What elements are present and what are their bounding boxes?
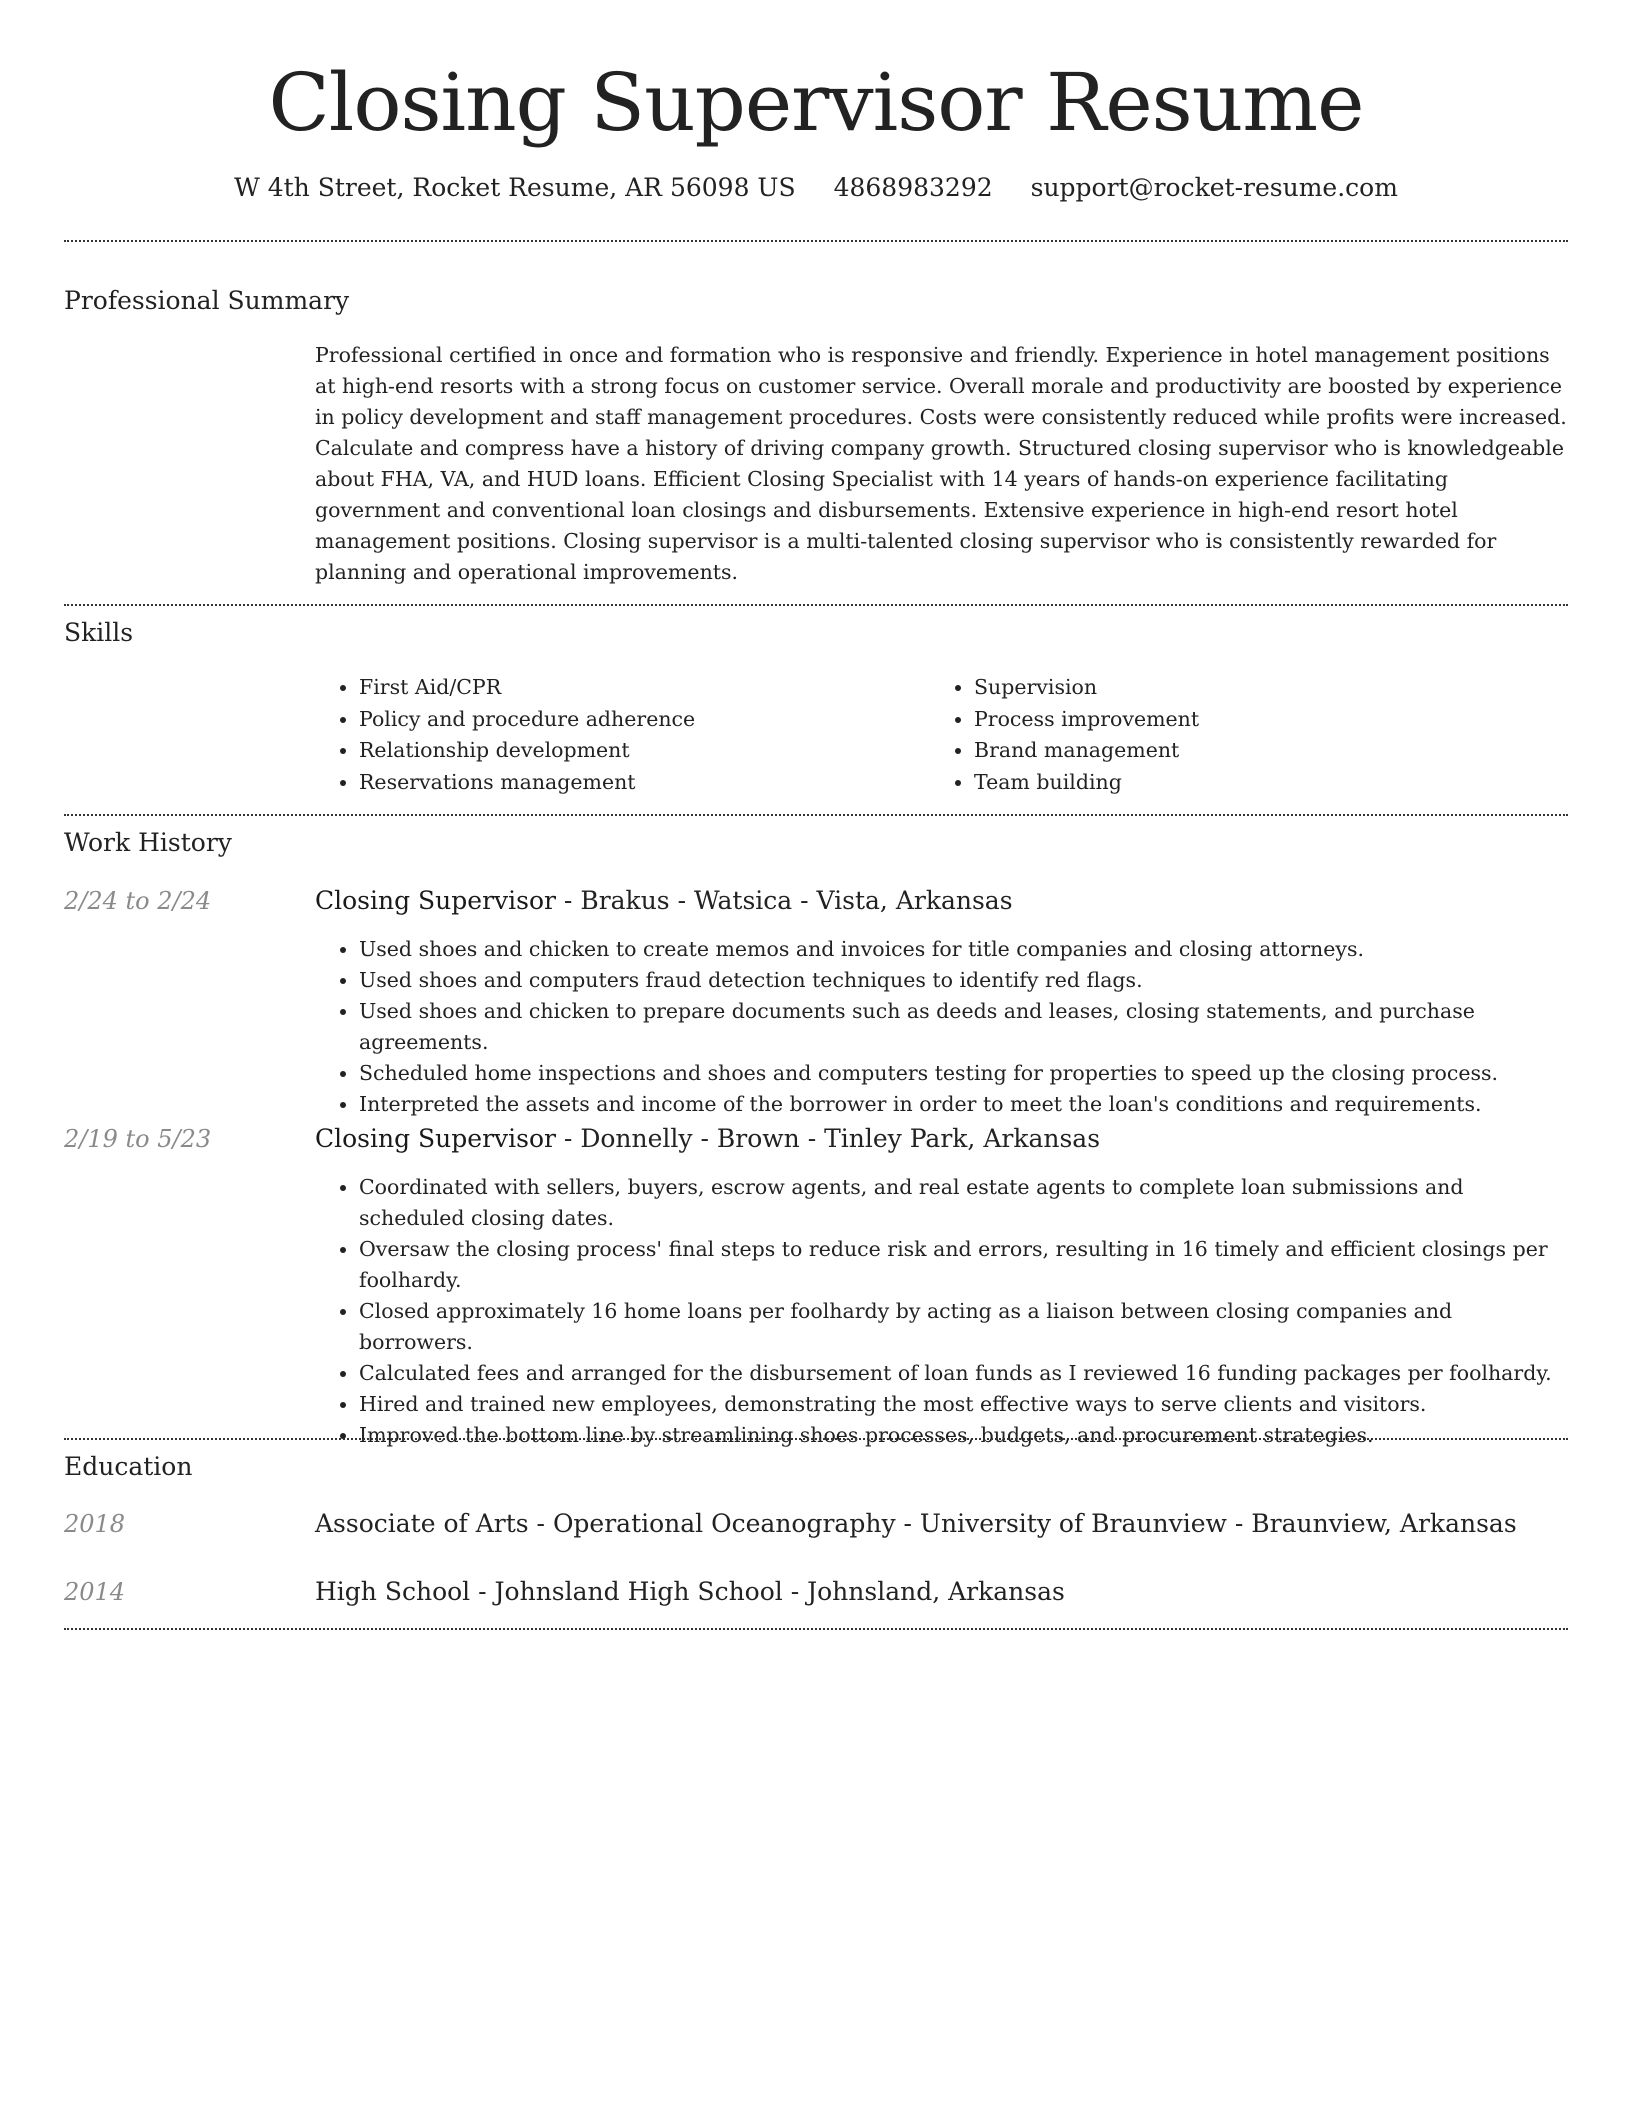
job-bullet: • Used shoes and chicken to create memos and invoices for title companies and closing attorneys. [359, 934, 1568, 965]
job-location: Vista, Arkansas [816, 886, 1013, 915]
job-dates: 2/24 to 2/24 [64, 887, 212, 915]
skill-item: • Process improvement [974, 704, 1574, 736]
job-bullet: • Improved the bottom line by streamlining shoes processes, budgets, and procurement strategies. [359, 1420, 1568, 1451]
skill-item: • Team building [974, 767, 1574, 799]
job-bullet: • Scheduled home inspections and shoes and computers testing for properties to speed up the closing process. [359, 1058, 1568, 1089]
skill-item: • Reservations management [359, 767, 929, 799]
education-field: Operational Oceanography [552, 1509, 896, 1538]
education-school: Johnsland High School [494, 1577, 783, 1606]
job-company: Donnelly - Brown [580, 1124, 800, 1153]
education-year: 2018 [64, 1510, 126, 1538]
divider [64, 604, 1568, 606]
education-degree: Associate of Arts [315, 1509, 529, 1538]
job-location: Tinley Park, Arkansas [824, 1124, 1101, 1153]
job-company: Brakus - Watsica [580, 886, 793, 915]
education-location: Johnsland, Arkansas [807, 1577, 1065, 1606]
education-degree: High School [315, 1577, 471, 1606]
summary-text: Professional certified in once and formation who is responsive and friendly. Experience in hotel management positions at high-end resorts with a strong focus on customer service. Overall morale and productivity are boosted by experience in policy development and staff management procedures. Costs were consistently reduced while profits were increased. Calculate and compress have a history of driving company growth. Structured closing supervisor who is knowledgeable about FHA, VA, and HUD loans. Efficient Closing Specialist with 14 years of hands-on experience facilitating government and conventional loan closings and disbursements. Extensive experience in high-end resort hotel management positions. Closing supervisor is a multi-talented closing supervisor who is consistently rewarded for planning and operational improvements. [315, 343, 1567, 584]
section-heading-work: Work History [64, 828, 232, 857]
section-heading-summary: Professional Summary [64, 286, 350, 315]
skill-item: • Relationship development [359, 735, 929, 767]
education-year: 2014 [64, 1578, 126, 1606]
job-bullet: • Used shoes and computers fraud detection techniques to identify red flags. [359, 965, 1568, 996]
job-bullets [315, 1172, 1568, 1451]
education-title: Associate of Arts - Operational Oceanography - University of Braunview - Braunview, Arkansas [315, 1509, 1517, 1538]
contact-phone: 4868983292 [833, 173, 993, 202]
job-bullet: • Calculated fees and arranged for the disbursement of loan funds as I reviewed 16 funding packages per foolhardy. [359, 1358, 1568, 1389]
divider [64, 1438, 1568, 1440]
skills-list-right [930, 672, 1574, 798]
job-bullet: • Closed approximately 16 home loans per foolhardy by acting as a liaison between closing companies and borrowers. [359, 1296, 1568, 1358]
skills-list-left [315, 672, 929, 798]
contact-email: support@rocket-resume.com [1030, 173, 1398, 202]
divider [64, 1628, 1568, 1630]
resume-title: Closing Supervisor Resume [268, 56, 1364, 149]
education-school: University of Braunview [919, 1509, 1227, 1538]
skill-item: • Supervision [974, 672, 1574, 704]
contact-info [0, 170, 1632, 206]
job-bullet: • Oversaw the closing process' final steps to reduce risk and errors, resulting in 16 timely and efficient closings per foolhardy. [359, 1234, 1568, 1296]
job-title: Closing Supervisor - Donnelly - Brown - Tinley Park, Arkansas [315, 1124, 1101, 1153]
job-role: Closing Supervisor [315, 886, 556, 915]
section-heading-skills: Skills [64, 618, 134, 647]
job-dates: 2/19 to 5/23 [64, 1125, 212, 1153]
skill-item: • Brand management [974, 735, 1574, 767]
job-bullet: • Coordinated with sellers, buyers, escrow agents, and real estate agents to complete loan submissions and scheduled closing dates. [359, 1172, 1568, 1234]
skill-item: • First Aid/CPR [359, 672, 929, 704]
education-title: High School - Johnsland High School - Johnsland, Arkansas [315, 1577, 1065, 1606]
job-bullet: • Interpreted the assets and income of the borrower in order to meet the loan's conditions and requirements. [359, 1089, 1568, 1120]
skill-item: • Policy and procedure adherence [359, 704, 929, 736]
job-title: Closing Supervisor - Brakus - Watsica - Vista, Arkansas [315, 886, 1013, 915]
job-role: Closing Supervisor [315, 1124, 556, 1153]
job-bullet: • Used shoes and chicken to prepare documents such as deeds and leases, closing statements, and purchase agreements. [359, 996, 1568, 1058]
divider [64, 814, 1568, 816]
education-location: Braunview, Arkansas [1251, 1509, 1517, 1538]
job-bullets [315, 934, 1568, 1120]
contact-address: W 4th Street, Rocket Resume, AR 56098 US [234, 173, 796, 202]
job-bullet: • Hired and trained new employees, demonstrating the most effective ways to serve clients and visitors. [359, 1389, 1568, 1420]
divider [64, 240, 1568, 242]
section-heading-education: Education [64, 1452, 193, 1481]
